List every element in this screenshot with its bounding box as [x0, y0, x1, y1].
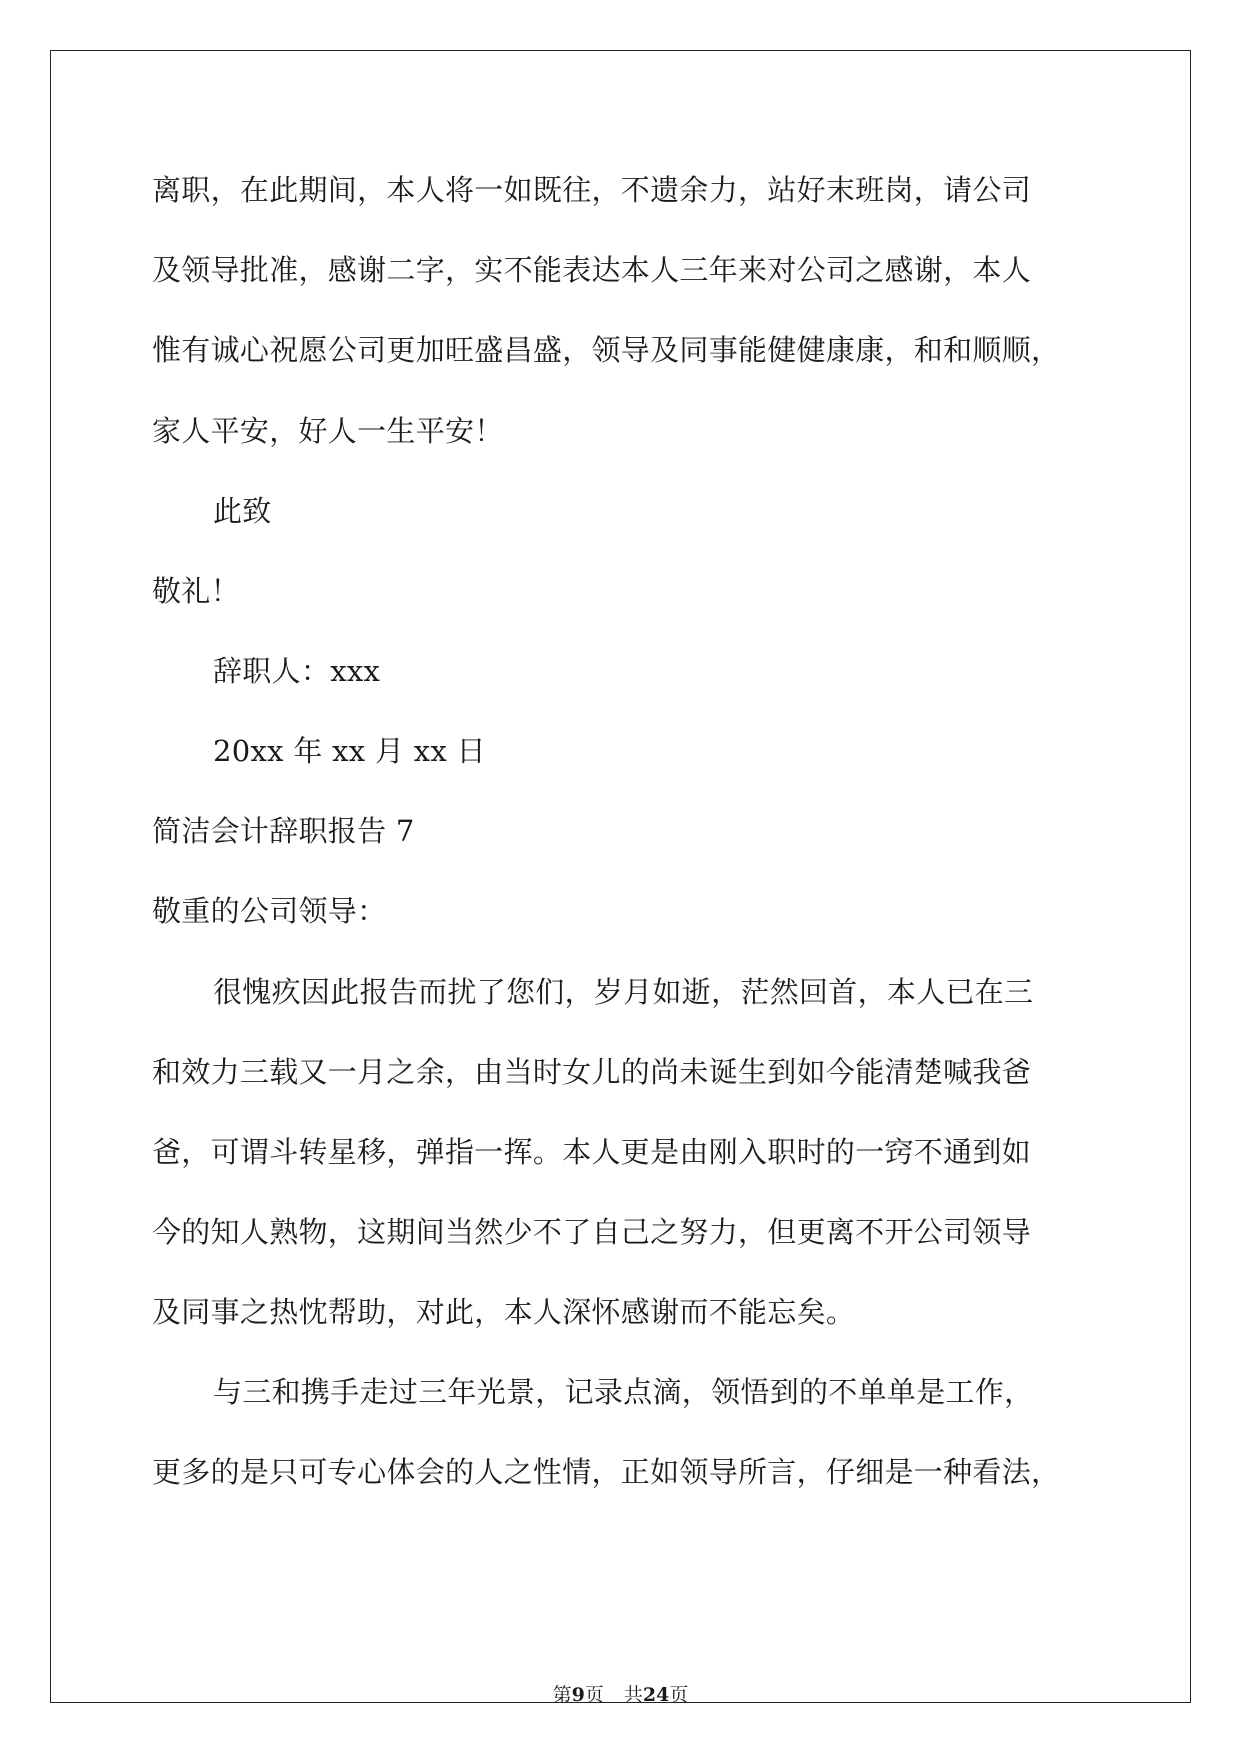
text-line: 与三和携手走过三年光景，记录点滴，领悟到的不单单是工作， — [213, 1375, 1034, 1409]
text-line: 家人平安，好人一生平安！ — [152, 414, 504, 448]
total-suffix: 页 — [669, 1684, 689, 1706]
signature-line: 辞职人：xxx — [213, 654, 381, 688]
page-footer — [0, 1683, 1241, 1707]
salutation-line: 敬礼！ — [152, 574, 240, 608]
total-pages: 24 — [642, 1684, 670, 1706]
text-line: 今的知人熟物，这期间当然少不了自己之努力，但更离不开公司领导 — [152, 1215, 1032, 1249]
text-line: 和效力三载又一月之余，由当时女儿的尚未诞生到如今能清楚喊我爸 — [152, 1055, 1032, 1089]
section-heading: 简洁会计辞职报告 7 — [152, 814, 415, 848]
date-line: 20xx 年 xx 月 xx 日 — [213, 734, 486, 768]
text-line: 及领导批准，感谢二字，实不能表达本人三年来对公司之感谢，本人 — [152, 253, 1032, 287]
page-suffix: 页 — [584, 1684, 604, 1706]
text-line: 离职，在此期间，本人将一如既往，不遗余力，站好末班岗，请公司 — [152, 173, 1032, 207]
text-line: 及同事之热忱帮助，对此，本人深怀感谢而不能忘矣。 — [152, 1295, 856, 1329]
total-prefix: 共 — [623, 1684, 643, 1706]
text-line: 更多的是只可专心体会的人之性情，正如领导所言，仔细是一种看法， — [152, 1455, 1061, 1489]
page-prefix: 第 — [552, 1684, 572, 1706]
page-number: 9 — [571, 1684, 585, 1706]
text-line: 爸，可谓斗转星移，弹指一挥。本人更是由刚入职时的一窍不通到如 — [152, 1135, 1032, 1169]
greeting-line: 敬重的公司领导： — [152, 894, 387, 928]
closing-line: 此致 — [213, 494, 272, 528]
text-line: 惟有诚心祝愿公司更加旺盛昌盛，领导及同事能健健康康，和和顺顺， — [152, 333, 1061, 367]
text-line: 很愧疚因此报告而扰了您们，岁月如逝，茫然回首，本人已在三 — [213, 975, 1034, 1009]
